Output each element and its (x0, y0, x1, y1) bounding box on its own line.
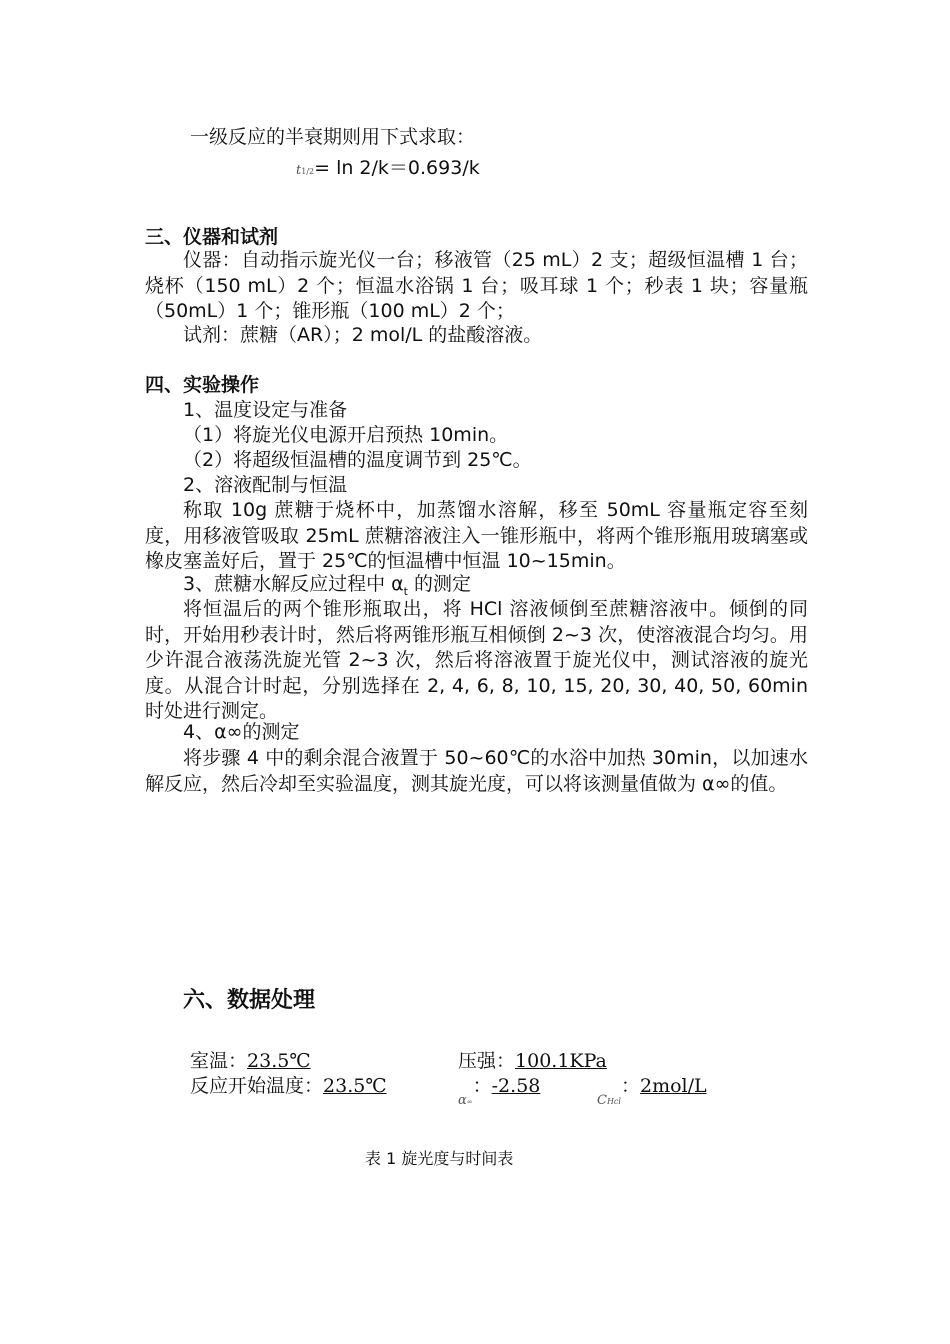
alpha-infinity-symbol: α∞ (458, 1093, 473, 1108)
hcl-concentration-row (597, 1071, 707, 1109)
intro-text: 一级反应的半衰期则用下式求取： (190, 126, 476, 148)
step3-paragraph: 将恒温后的两个锥形瓶取出，将 HCl 溶液倾倒至蔗糖溶液中。倾倒的同时，开始用秒表计时，然后将两锥形瓶互相倾倒 2~3 次，使溶液混合均匀。用少许混合液荡洗旋光管 2~3 次，然后将溶液置于旋光仪中，测试溶液的旋光度。从混合计时起，分别选择在 2, 4, 6, 8, 10, 15, 20, 30, 40, 50, 60min 时处进行测定。 (145, 598, 808, 722)
reagents-line: 试剂：蔗糖（AR）；2 mol/L 的盐酸溶液。 (183, 324, 543, 346)
pressure-value: 100.1KPa (515, 1050, 607, 1072)
alpha-colon: ： (472, 1075, 492, 1097)
room-temp-row (190, 1046, 311, 1073)
formula-rest: = ln 2/k＝0.693/k (314, 157, 480, 179)
hcl-concentration-value: 2mol/L (639, 1075, 707, 1097)
step4-paragraph: 将步骤 4 中的剩余混合液置于 50~60℃的水浴中加热 30min，以加速水解反应，然后冷却至实验温度，测其旋光度，可以将该测量值做为 α∞的值。 (145, 747, 808, 795)
half-life-formula (296, 153, 480, 180)
step2-paragraph: 称取 10g 蔗糖于烧杯中，加蒸馏水溶解，移至 50mL 容量瓶定容至刻度，用移液管吸取 25mL 蔗糖溶液注入一锥形瓶中，将两个锥形瓶用玻璃塞或橡皮塞盖好后，置于 25℃的恒温槽中恒温 10~15min。 (145, 499, 808, 572)
pressure-row (458, 1046, 607, 1073)
step1-item-1: （1）将旋光仪电源开启预热 10min。 (183, 424, 509, 446)
table-caption: 表 1 旋光度与时间表 (365, 1149, 514, 1168)
start-temp-value: 23.5℃ (323, 1075, 387, 1097)
step1-title: 1、温度设定与准备 (183, 399, 348, 421)
alpha-infinity-row (458, 1071, 540, 1109)
step3-title-post: 的测定 (407, 573, 472, 595)
step4-title: 4、α∞的测定 (183, 721, 300, 743)
instruments-paragraph: 仪器：自动指示旋光仪一台；移液管（25 mL）2 支；超级恒温槽 1 台；烧杯（150 mL）2 个；恒温水浴锅 1 台；吸耳球 1 个；秒表 1 块；容量瓶（50mL）1 个；锥形瓶（100 mL）2 个； (145, 249, 808, 322)
pressure-label: 压强： (458, 1050, 516, 1072)
formula-subscript: 1/2 (301, 167, 315, 176)
section6-title: 六、数据处理 (183, 988, 316, 1013)
start-temp-row (190, 1071, 387, 1098)
hcl-concentration-symbol: CHcl (597, 1093, 621, 1108)
step3-title-sub: t (403, 584, 408, 598)
start-temp-label: 反应开始温度： (190, 1075, 324, 1097)
conc-colon: ： (620, 1075, 640, 1097)
step1-item-2: （2）将超级恒温槽的温度调节到 25℃。 (183, 449, 532, 471)
room-temp-label: 室温： (190, 1050, 248, 1072)
alpha-infinity-value: -2.58 (491, 1075, 541, 1097)
room-temp-value: 23.5℃ (247, 1050, 311, 1072)
formula-symbol: t (296, 163, 302, 178)
section4-title: 四、实验操作 (145, 374, 260, 396)
step2-title: 2、溶液配制与恒温 (183, 474, 348, 496)
step3-title-pre: 3、蔗糖水解反应过程中 α (183, 573, 404, 595)
section3-title: 三、仪器和试剂 (145, 226, 279, 248)
